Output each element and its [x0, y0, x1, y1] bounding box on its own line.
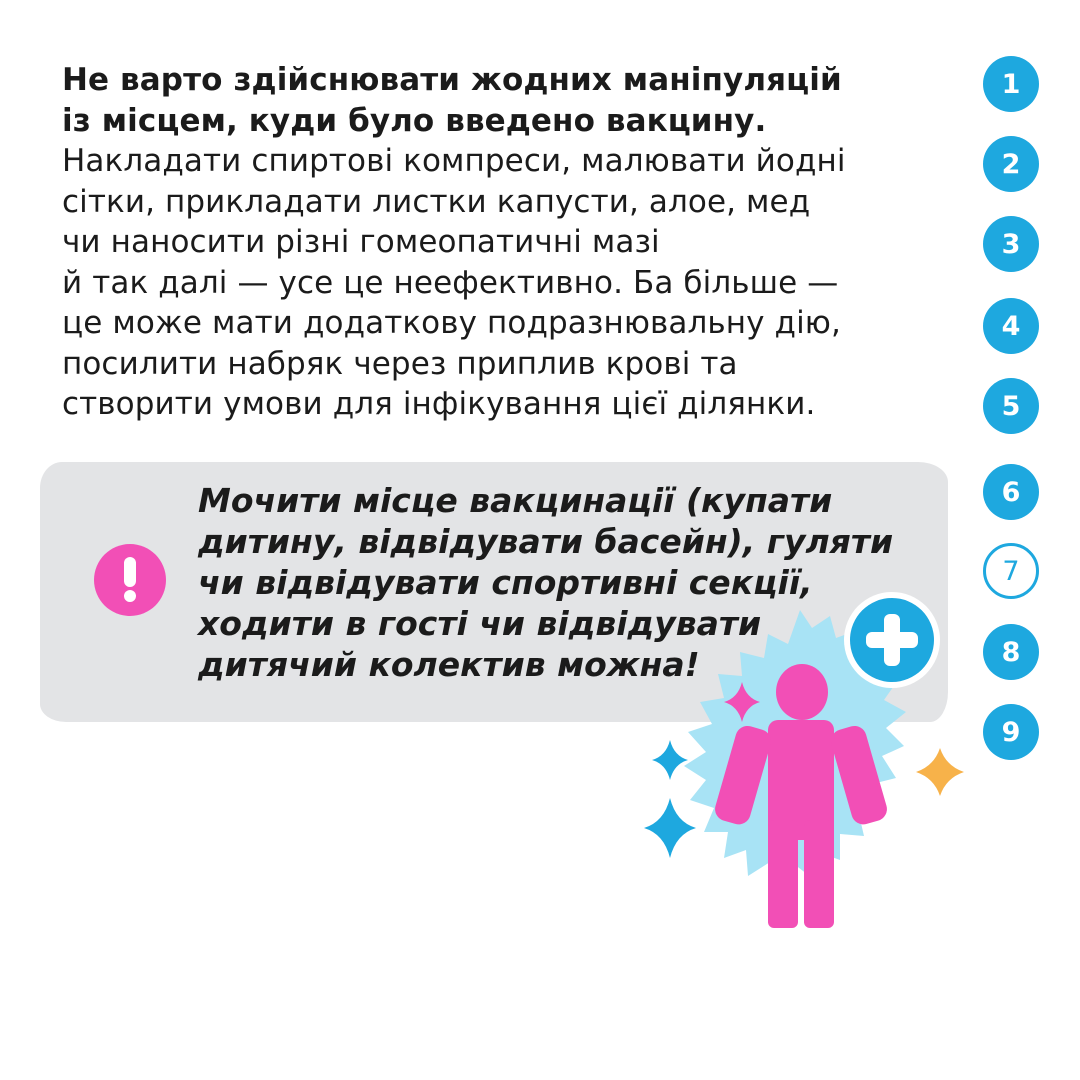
note-line-3: чи відвідувати спортивні секції,	[198, 563, 813, 602]
step-7-current[interactable]: 7	[983, 543, 1039, 599]
note-line-2: дитину, відвідувати басейн), гуляти	[198, 522, 894, 561]
step-4[interactable]: 4	[983, 298, 1039, 354]
step-navigation	[983, 0, 1039, 1080]
sparkle-icon	[652, 740, 688, 780]
step-6[interactable]: 6	[983, 464, 1039, 520]
body-line-2: сітки, прикладати листки капусти, алое, мед	[62, 183, 811, 220]
body-line-1: Накладати спиртові компреси, малювати йодні	[62, 143, 846, 179]
sparkle-icon	[644, 798, 696, 858]
step-3[interactable]: 3	[983, 216, 1039, 272]
step-2[interactable]: 2	[983, 136, 1039, 192]
heading-line-2: із місцем, куди було введено вакцину.	[62, 102, 767, 139]
step-9[interactable]: 9	[983, 704, 1039, 760]
plus-badge-icon	[844, 592, 940, 688]
body-line-3: чи наносити різні гомеопатичні мазі	[62, 224, 660, 260]
note-line-1: Мочити місце вакцинації (купати	[198, 481, 833, 520]
step-5[interactable]: 5	[983, 378, 1039, 434]
body-line-4: й так далі — усе це неефективно. Ба більше —	[62, 264, 839, 301]
note-line-5: дитячий колектив можна!	[198, 645, 700, 684]
exclamation-icon	[94, 544, 166, 616]
body-line-7: створити умови для інфікування цієї ділянки.	[62, 386, 816, 422]
sparkle-icon	[916, 748, 964, 796]
step-8[interactable]: 8	[983, 624, 1039, 680]
body-line-6: посилити набряк через приплив крові та	[62, 345, 738, 382]
body-line-5: це може мати додаткову подразнювальну дію,	[62, 305, 841, 341]
note-line-4: ходити в гості чи відвідувати	[198, 604, 762, 643]
heading-line-1: Не варто здійснювати жодних маніпуляцій	[62, 62, 842, 98]
main-text-block	[62, 60, 962, 425]
healthy-child-illustration	[630, 580, 980, 960]
step-1[interactable]: 1	[983, 56, 1039, 112]
